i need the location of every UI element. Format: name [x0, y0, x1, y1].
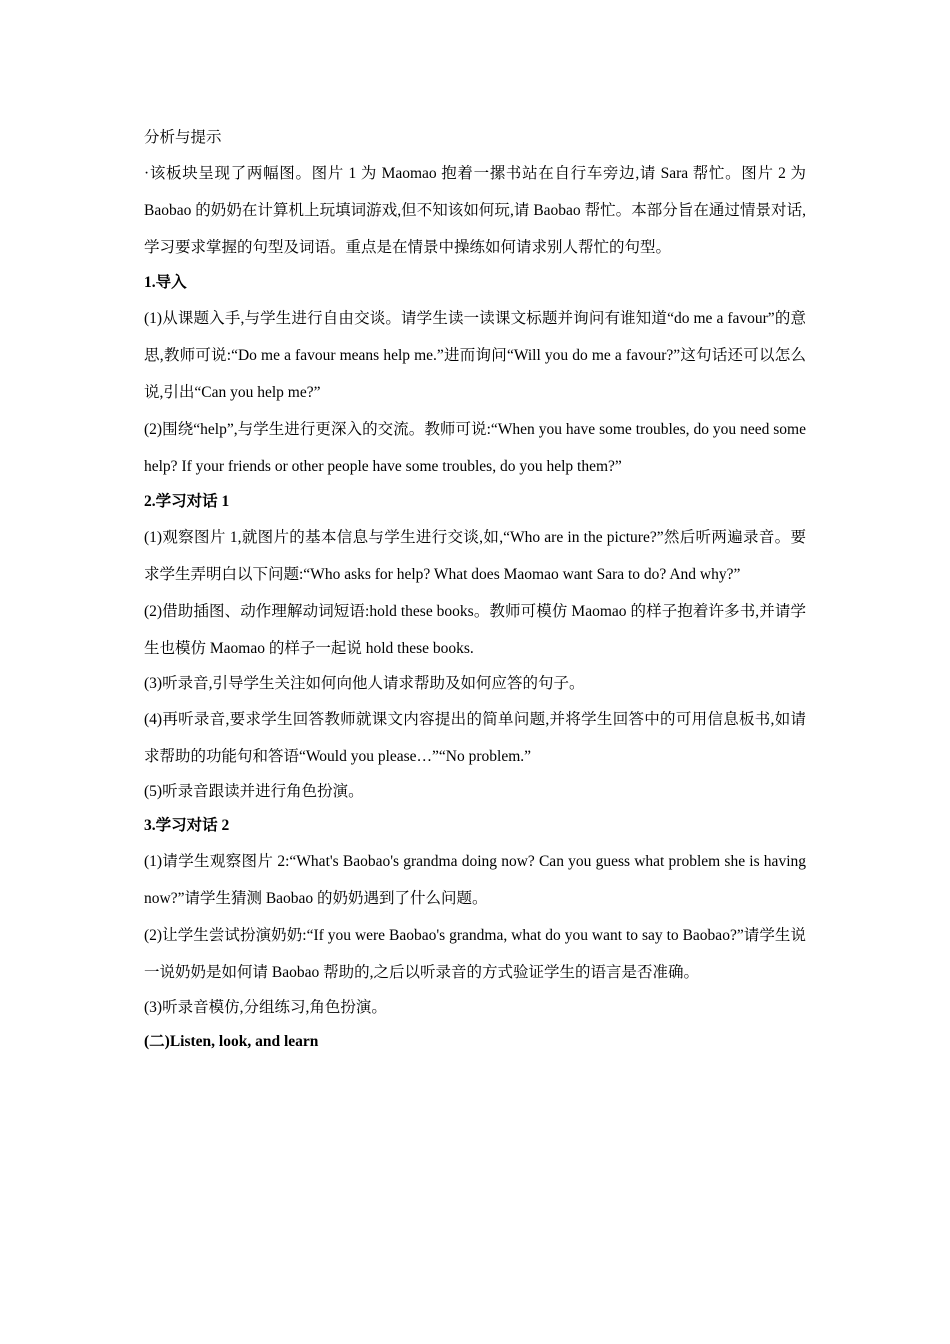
paragraph: (3)听录音模仿,分组练习,角色扮演。 [144, 999, 387, 1016]
paragraph: (4)再听录音,要求学生回答教师就课文内容提出的简单问题,并将学生回答中的可用信息板书,如请求帮助的功能句和答语“Would you please…”“No problem.” [144, 711, 806, 765]
heading-intro: 1.导入 [144, 274, 187, 291]
paragraph: (2)让学生尝试扮演奶奶:“If you were Baobao's grandma, what do you want to say to Baobao?”请学生说一说奶奶是如何请 Baobao 帮助的,之后以听录音的方式验证学生的语言是否准确。 [144, 927, 806, 981]
intro-paragraph: ·该板块呈现了两幅图。图片 1 为 Maomao 抱着一摞书站在自行车旁边,请 Sara 帮忙。图片 2 为 Baobao 的奶奶在计算机上玩填词游戏,但不知该如何玩,请 Baobao 帮忙。本部分旨在通过情景对话,学习要求掌握的句型及词语。重点是在情景中操练如何请求别人帮忙的句型。 [144, 165, 806, 256]
paragraph: (3)听录音,引导学生关注如何向他人请求帮助及如何应答的句子。 [144, 675, 585, 692]
paragraph: (2)围绕“help”,与学生进行更深入的交流。教师可说:“When you have some troubles, do you need some help? If your friends or other people have some troubles, do you help them?” [144, 421, 806, 475]
paragraph: (2)借助插图、动作理解动词短语:hold these books。教师可模仿 Maomao 的样子抱着许多书,并请学生也模仿 Maomao 的样子一起说 hold these books. [144, 603, 806, 657]
paragraph: (1)请学生观察图片 2:“What's Baobao's grandma doing now? Can you guess what problem she is having now?”请学生猜测 Baobao 的奶奶遇到了什么问题。 [144, 853, 806, 907]
paragraph: (5)听录音跟读并进行角色扮演。 [144, 783, 364, 800]
paragraph: (1)从课题入手,与学生进行自由交谈。请学生读一读课文标题并询问有谁知道“do me a favour”的意思,教师可说:“Do me a favour means help me.”进而询问“Will you do me a favour?”这句话还可以怎么说,引出“Can you help me?” [144, 310, 806, 401]
section-title: 分析与提示 [144, 129, 222, 146]
paragraph: (1)观察图片 1,就图片的基本信息与学生进行交谈,如,“Who are in the picture?”然后听两遍录音。要求学生弄明白以下问题:“Who asks for help? What does Maomao want Sara to do? And why?” [144, 529, 806, 583]
heading-listen-look-learn: (二)Listen, look, and learn [144, 1033, 319, 1050]
heading-dialogue-2: 3.学习对话 2 [144, 817, 230, 834]
heading-dialogue-1: 2.学习对话 1 [144, 493, 230, 510]
